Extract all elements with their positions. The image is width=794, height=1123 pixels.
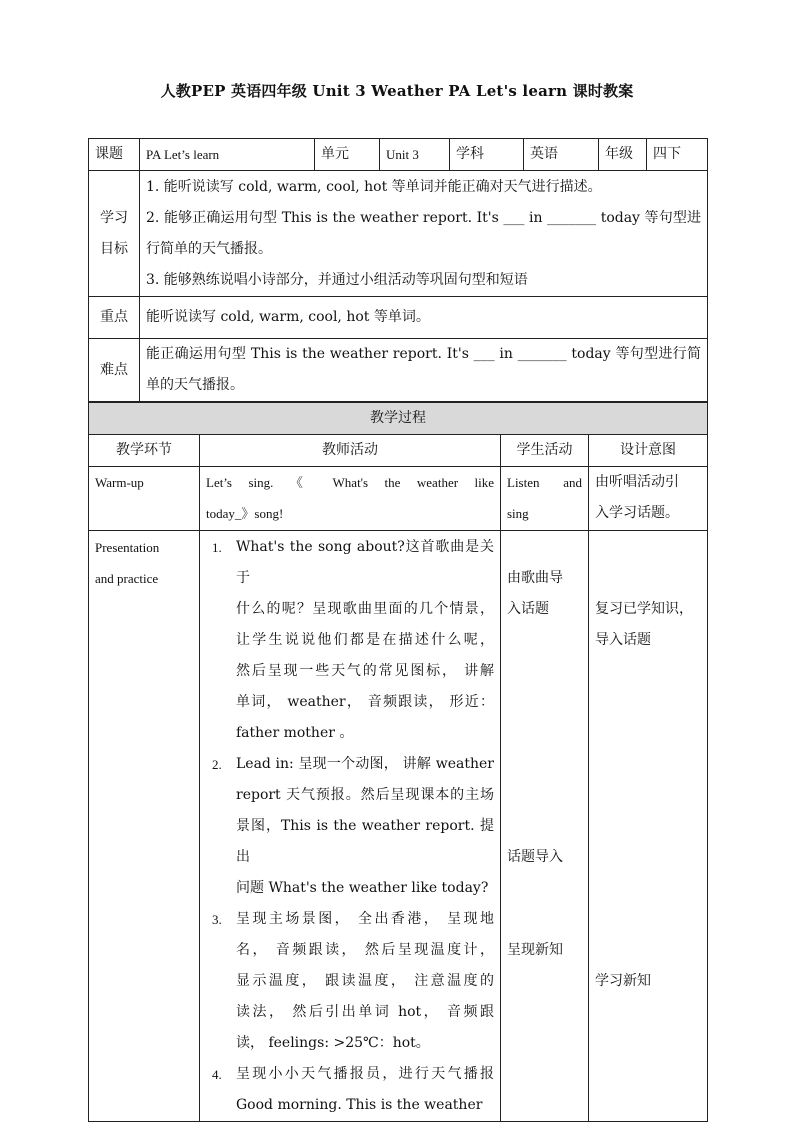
presentation-stage xyxy=(89,531,200,1122)
process-band-row xyxy=(89,403,708,435)
item-line: report 天气预报。然后呈现课本的主场 xyxy=(236,787,494,803)
item-line: 读法， 然后引出单词 hot， 音频跟 xyxy=(236,1004,494,1020)
difficulty-text: 能正确运用句型 This is the weather report. It's ___ in _______ today 等句型进行简单的天气播报。 xyxy=(140,339,708,402)
teaching-process-table xyxy=(88,402,708,1122)
item-line: Good morning. This is the weather xyxy=(236,1097,483,1113)
item-line: 什么的呢？呈现歌曲里面的几个情景， xyxy=(236,601,494,617)
warmup-stage: Warm-up xyxy=(89,467,200,531)
teacher-activity-item xyxy=(206,904,494,1059)
warmup-intent xyxy=(589,467,708,531)
warmup-teacher-line2: today_》song! xyxy=(206,506,284,521)
presentation-row xyxy=(89,531,708,1122)
item-line: What's the song about?这首歌曲是关于 xyxy=(236,539,494,586)
teacher-activity-item xyxy=(206,532,494,749)
presentation-student xyxy=(501,531,589,1122)
item-line: 问题 What's the weather like today? xyxy=(236,880,489,896)
objective-item-1: 1. 能听说读写 cold, warm, cool, hot 等单词并能正确对天气进行描述。 xyxy=(146,178,602,195)
warmup-row xyxy=(89,467,708,531)
header-stage: 教学环节 xyxy=(89,435,200,467)
warmup-student-line1: Listen and xyxy=(507,475,582,490)
topic-value: PA Let’s learn xyxy=(140,139,315,171)
difficulty-row xyxy=(89,339,708,402)
warmup-student xyxy=(501,467,589,531)
student-activity-a-line2: 入话题 xyxy=(507,601,549,617)
presentation-stage-line2: and practice xyxy=(95,571,159,586)
intent-a-line1: 复习已学知识， xyxy=(595,601,693,617)
difficulty-label: 难点 xyxy=(89,339,140,402)
unit-label: 单元 xyxy=(315,139,380,171)
key-point-row xyxy=(89,297,708,339)
lesson-info-table xyxy=(88,138,708,402)
process-header-row xyxy=(89,435,708,467)
intent-b: 学习新知 xyxy=(595,973,651,989)
key-point-label: 重点 xyxy=(89,297,140,339)
warmup-intent-line1: 由听唱活动引 xyxy=(595,474,679,490)
objectives-label xyxy=(89,171,140,297)
key-point-text: 能听说读写 cold, warm, cool, hot 等单词。 xyxy=(140,297,708,339)
item-line: 单词， weather， 音频跟读， 形近： xyxy=(236,694,494,710)
unit-value: Unit 3 xyxy=(380,139,450,171)
info-row xyxy=(89,139,708,171)
grade-value: 四下 xyxy=(647,139,708,171)
item-line: 名， 音频跟读， 然后呈现温度计， xyxy=(236,942,494,958)
objectives-content xyxy=(140,171,708,297)
intent-a-line2: 导入话题 xyxy=(595,632,651,648)
objective-item-2: 2. 能够正确运用句型 This is the weather report. It's ___ in _______ today 等句型进行简单的天气播报。 xyxy=(146,209,701,257)
item-line: 显示温度， 跟读温度， 注意温度的 xyxy=(236,973,494,989)
item-line: Lead in: 呈现一个动图， 讲解 weather xyxy=(236,756,494,772)
item-line: 呈现小小天气播报员，进行天气播报 xyxy=(236,1066,494,1082)
subject-label: 学科 xyxy=(450,139,524,171)
header-student: 学生活动 xyxy=(501,435,589,467)
teacher-activity-item xyxy=(206,749,494,904)
warmup-teacher xyxy=(200,467,501,531)
warmup-teacher-line1: Let’s sing. 《 What's the weather like xyxy=(206,475,494,490)
student-activity-a-line1: 由歌曲导 xyxy=(507,570,563,586)
item-line: father mother 。 xyxy=(236,725,354,741)
presentation-stage-line1: Presentation xyxy=(95,540,160,555)
grade-label: 年级 xyxy=(599,139,647,171)
item-number: 2. xyxy=(212,757,222,772)
process-band: 教学过程 xyxy=(89,403,708,435)
student-activity-b: 话题导入 xyxy=(507,849,563,865)
header-teacher: 教师活动 xyxy=(200,435,501,467)
item-line: 景图，This is the weather report. 提出 xyxy=(236,818,494,865)
item-number: 4. xyxy=(212,1067,222,1082)
presentation-intent xyxy=(589,531,708,1122)
item-line: 呈现主场景图， 全出香港， 呈现地 xyxy=(236,911,494,927)
student-activity-c: 呈现新知 xyxy=(507,942,563,958)
warmup-student-line2: sing xyxy=(507,506,529,521)
objectives-label-line2: 目标 xyxy=(100,240,128,257)
subject-value: 英语 xyxy=(524,139,599,171)
item-line: 读， feelings: >25℃：hot。 xyxy=(236,1035,430,1051)
item-number: 1. xyxy=(212,540,222,555)
objectives-row xyxy=(89,171,708,297)
header-intent: 设计意图 xyxy=(589,435,708,467)
presentation-teacher xyxy=(200,531,501,1122)
item-line: 然后呈现一些天气的常见图标， 讲解 xyxy=(236,663,494,679)
teacher-activity-list xyxy=(206,532,494,1121)
topic-label: 课题 xyxy=(89,139,140,171)
document-title: 人教PEP 英语四年级 Unit 3 Weather PA Let's learn 课时教案 xyxy=(160,82,634,100)
item-number: 3. xyxy=(212,912,222,927)
teacher-activity-item xyxy=(206,1059,494,1121)
warmup-intent-line2: 入学习话题。 xyxy=(595,505,679,521)
objectives-label-line1: 学习 xyxy=(100,209,128,226)
item-line: 让学生说说他们都是在描述什么呢， xyxy=(236,632,494,648)
objective-item-3: 3. 能够熟练说唱小诗部分，并通过小组活动等巩固句型和短语 xyxy=(146,271,528,288)
